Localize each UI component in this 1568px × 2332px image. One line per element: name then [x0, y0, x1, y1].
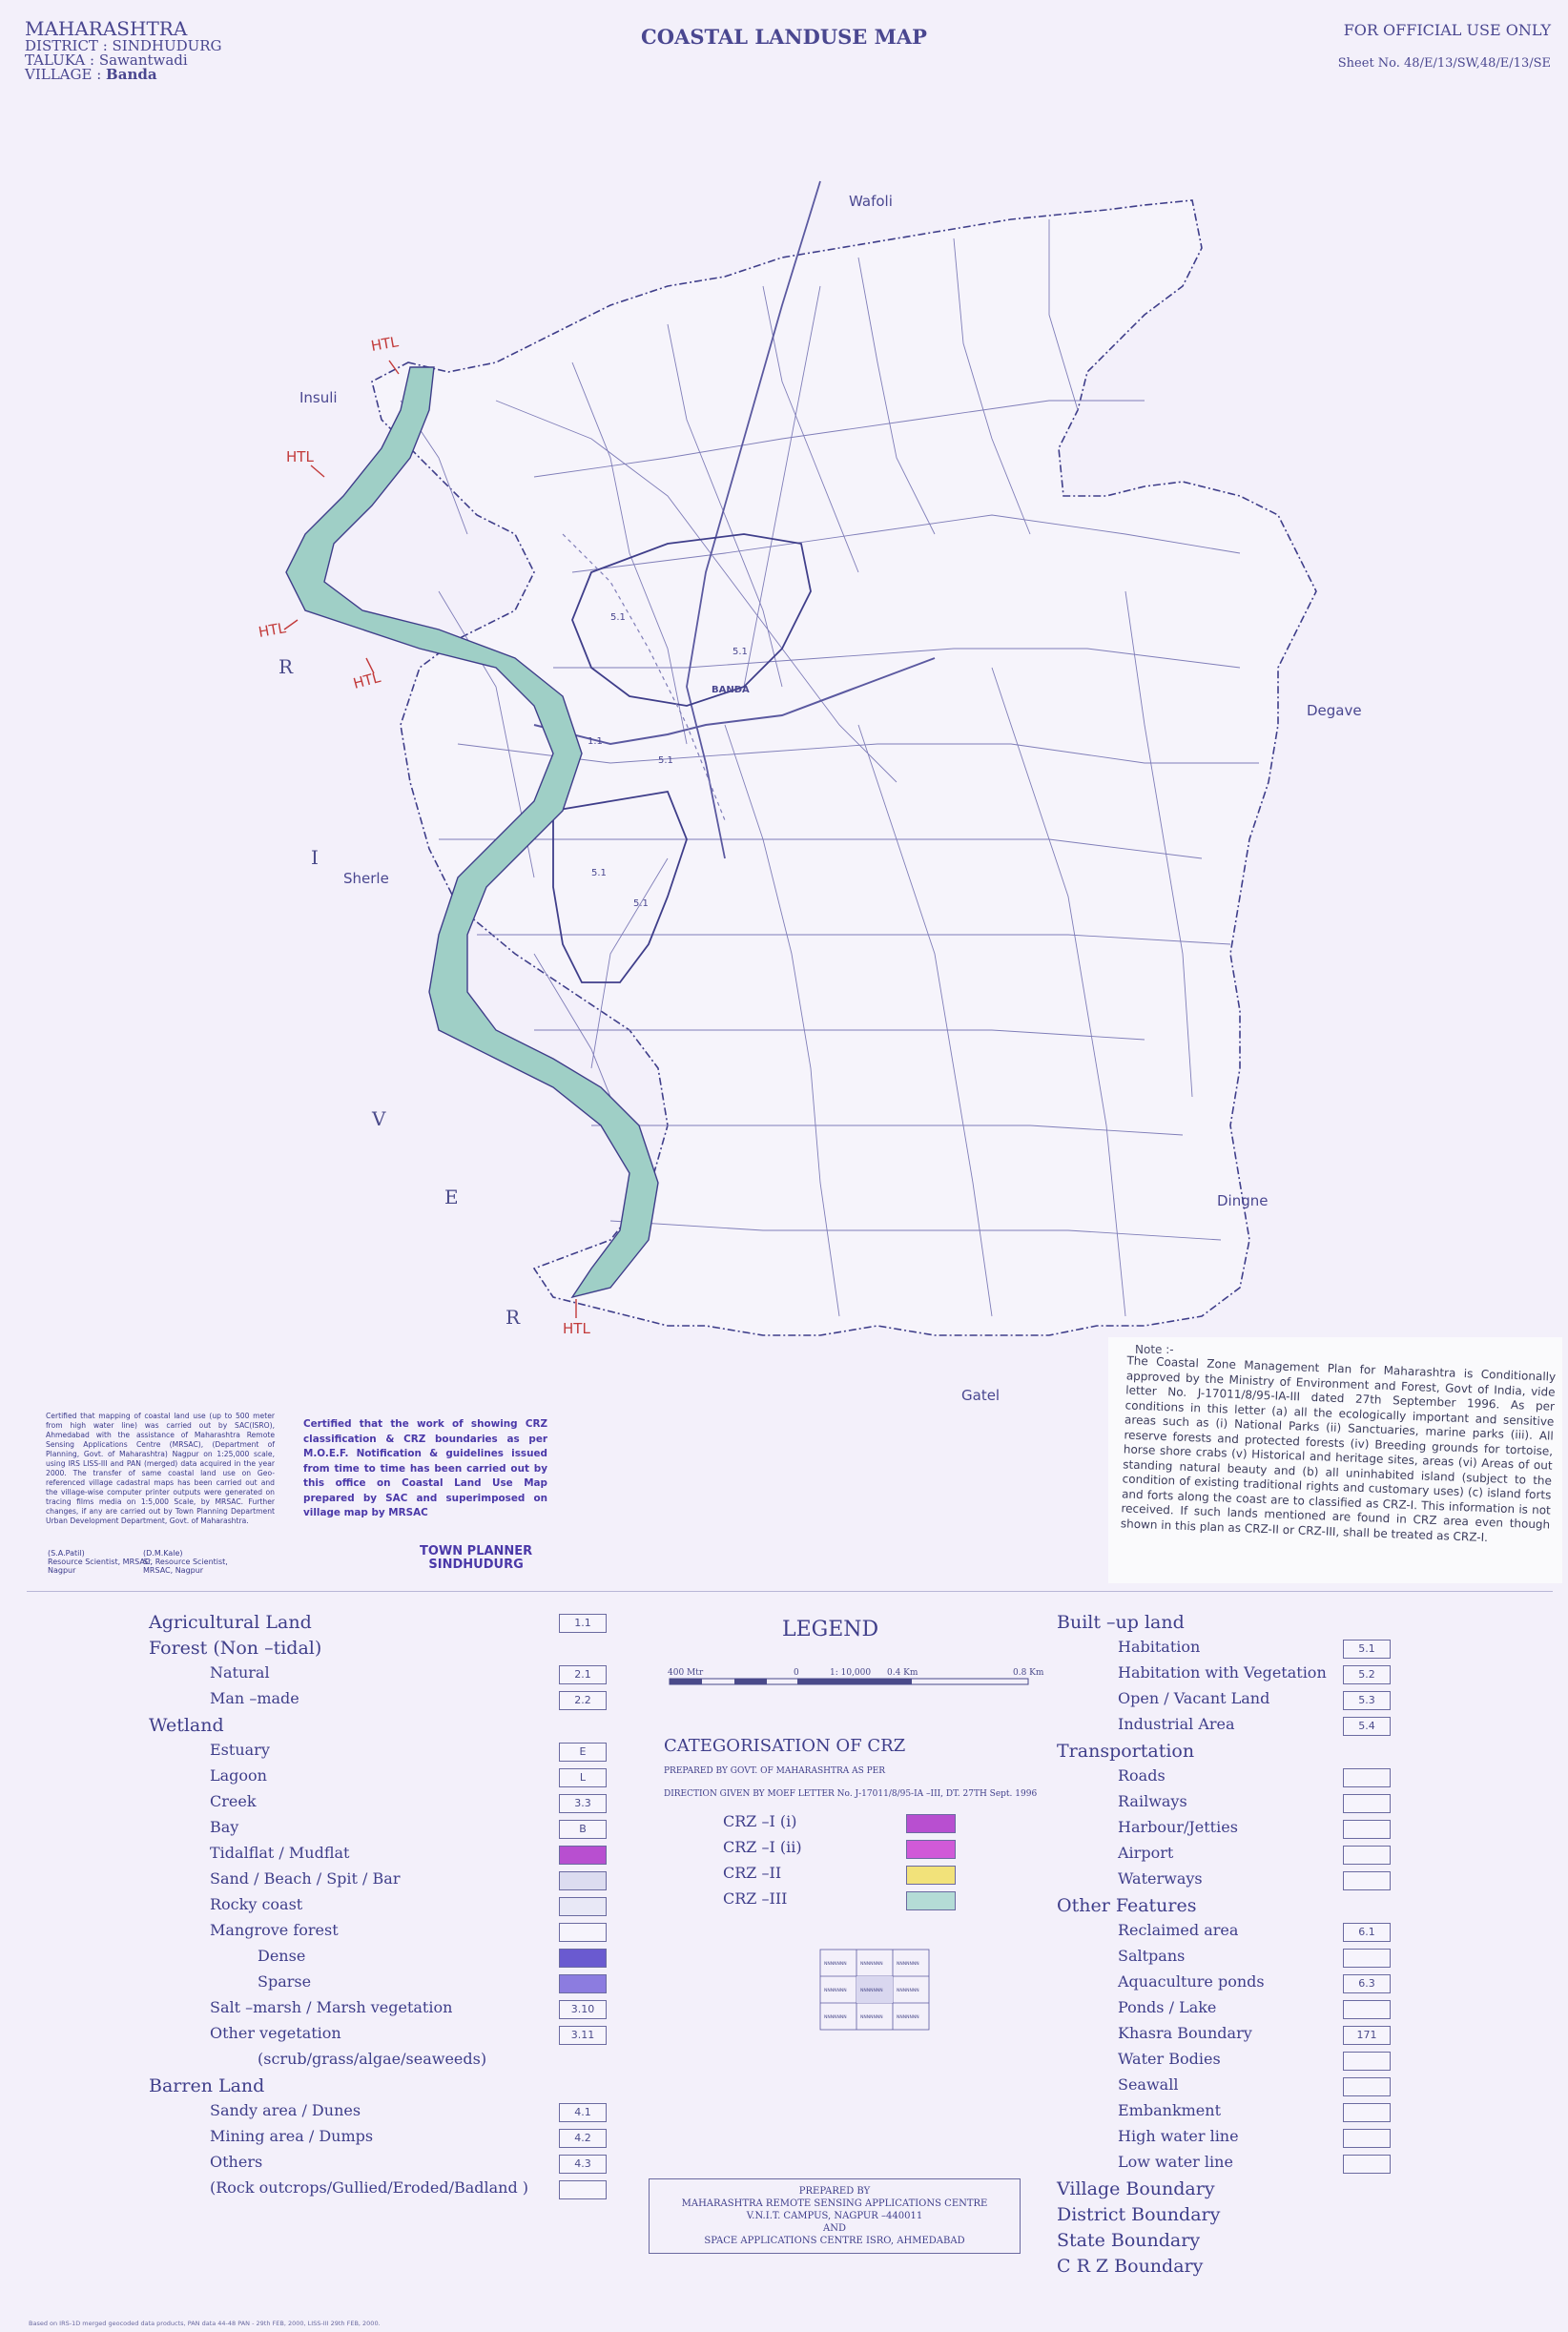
legend-swatch [559, 1846, 607, 1865]
district-name: DISTRICT : SINDHUDURG [25, 37, 222, 54]
legend-item: Sandy area / Dunes [210, 2101, 361, 2119]
stamp-line2: SINDHUDURG [428, 1558, 524, 1572]
legend-swatch [1343, 1820, 1391, 1839]
legend-item: Reclaimed area [1118, 1921, 1239, 1939]
sheet-number: Sheet No. 48/E/13/SW,48/E/13/SE [1337, 56, 1551, 71]
legend-item: Built –up land [1057, 1612, 1185, 1633]
crz-prepared-line1: PREPARED BY GOVT. OF MAHARASHTRA AS PER [664, 1766, 886, 1776]
legend-item: Barren Land [149, 2075, 265, 2096]
zone-code-label: 1.1 [588, 736, 603, 747]
place-wafoli: Wafoli [849, 193, 893, 210]
crz-prepared-line2: DIRECTION GIVEN BY MOEF LETTER No. J-17011/8/95-IA –III, DT. 27TH Sept. 1996 [664, 1789, 1038, 1799]
legend-swatch [1343, 1768, 1391, 1787]
htl-label: HTL [286, 448, 314, 465]
legend-swatch: 3.11 [559, 2026, 607, 2045]
sig2-role: Sr. Resource Scientist, MRSAC, Nagpur [143, 1558, 228, 1575]
legend-item: Mining area / Dumps [210, 2127, 374, 2145]
legend-item: Sparse [258, 1972, 312, 1991]
place-sherle: Sherle [343, 870, 389, 887]
legend-item: Other vegetation [210, 2024, 341, 2042]
legend-swatch [559, 1974, 607, 1993]
legend-swatch [559, 1949, 607, 1968]
legend-swatch [1343, 2129, 1391, 2148]
legend-swatch: 171 [1343, 2026, 1391, 2045]
place-dingne: Dingne [1217, 1192, 1269, 1209]
legend-swatch: 3.3 [559, 1794, 607, 1813]
legend-swatch: 1.1 [559, 1614, 607, 1633]
river-letter: I [311, 846, 319, 869]
htl-label: HTL [369, 333, 401, 355]
map-legend-divider [27, 1591, 1553, 1592]
town-planner-stamp [420, 1545, 532, 1572]
village-boundary [369, 200, 1316, 1335]
legend-swatch [559, 1871, 607, 1890]
htl-label: HTL [563, 1320, 590, 1337]
legend-item: (scrub/grass/algae/seaweeds) [258, 2050, 487, 2068]
legend-item: Embankment [1118, 2101, 1222, 2119]
crz-legend-item: CRZ –I (i) [723, 1812, 797, 1830]
place-insuli: Insuli [299, 389, 338, 406]
grid-cell-label: NNNNNNN [897, 2015, 919, 2020]
legend-item: Bay [210, 1818, 239, 1836]
legend-item: Harbour/Jetties [1118, 1818, 1238, 1836]
scale-label: 1: 10,000 [830, 1668, 872, 1678]
crz-legend-swatch [906, 1840, 956, 1859]
prepared-by-box [649, 2178, 1021, 2254]
legend-item: Other Features [1057, 1895, 1197, 1916]
village-name: Banda [106, 66, 157, 83]
river-letter: V [372, 1107, 386, 1130]
grid-cell-label: NNNNNNN [897, 1962, 919, 1967]
legend-item: Roads [1118, 1766, 1166, 1785]
grid-cell-label: NNNNNNN [860, 1989, 883, 1993]
legend-item: Khasra Boundary [1118, 2024, 1252, 2042]
sig1-name: (S.A.Patil) [48, 1549, 85, 1558]
data-source-footer: Based on IRS-1D merged geocoded data products, PAN data 44-48 PAN - 29th FEB, 2000, LISS-III 29th FEB, 2000. [29, 2320, 381, 2327]
legend-swatch: 5.4 [1343, 1717, 1391, 1736]
scale-label: 0.4 Km [887, 1668, 918, 1678]
legend-item: Saltpans [1118, 1947, 1186, 1965]
river-letter: E [444, 1186, 459, 1208]
legend-swatch: 2.2 [559, 1691, 607, 1710]
scale-label: 0 [794, 1668, 799, 1678]
map-title: COASTAL LANDUSE MAP [641, 25, 927, 49]
legend-item: Forest (Non –tidal) [149, 1638, 322, 1659]
legend-item: Sand / Beach / Spit / Bar [210, 1869, 401, 1888]
legend-item: (Rock outcrops/Gullied/Eroded/Badland ) [210, 2178, 529, 2197]
crz-legend-item: CRZ –II [723, 1864, 782, 1882]
legend-item: Others [210, 2153, 263, 2171]
prepared-by-line: PREPARED BY [798, 2186, 871, 2197]
crz-legend-swatch [906, 1866, 956, 1885]
legend-item: Industrial Area [1118, 1715, 1235, 1733]
legend-swatch [1343, 1871, 1391, 1890]
legend-item: District Boundary [1057, 2204, 1221, 2225]
legend-item: Rocky coast [210, 1895, 303, 1913]
legend-item: Transportation [1057, 1741, 1195, 1762]
legend-swatch [1343, 2103, 1391, 2122]
legend-item: Water Bodies [1118, 2050, 1221, 2068]
legend-item: High water line [1118, 2127, 1239, 2145]
grid-index [820, 1950, 929, 2030]
taluka-name: TALUKA : Sawantwadi [25, 52, 188, 69]
prepared-by-line: MAHARASHTRA REMOTE SENSING APPLICATIONS CENTRE [681, 2198, 988, 2209]
legend-swatch: 5.2 [1343, 1665, 1391, 1684]
legend-swatch: 5.3 [1343, 1691, 1391, 1710]
crz-legend-item: CRZ –I (ii) [723, 1838, 802, 1856]
legend-item: Man –made [210, 1689, 299, 1707]
legend-item: Village Boundary [1057, 2178, 1215, 2199]
legend-item: Habitation with Vegetation [1118, 1663, 1327, 1682]
crz-legend-item: CRZ –III [723, 1889, 788, 1908]
legend-item: State Boundary [1057, 2230, 1201, 2251]
crz-legend-swatch [906, 1814, 956, 1833]
legend-item: Dense [258, 1947, 306, 1965]
legend-item: Creek [210, 1792, 257, 1810]
prepared-by-line: SPACE APPLICATIONS CENTRE ISRO, AHMEDABAD [704, 2236, 965, 2246]
grid-cell-label: NNNNNNN [860, 2015, 883, 2020]
stamp-line1: TOWN PLANNER [420, 1544, 533, 1558]
legend-item: Low water line [1118, 2153, 1233, 2171]
legend-item: Lagoon [210, 1766, 267, 1785]
place-gatel: Gatel [961, 1387, 1001, 1404]
legend-item: Waterways [1118, 1869, 1203, 1888]
legend-swatch: 2.1 [559, 1665, 607, 1684]
legend-swatch: 3.10 [559, 2000, 607, 2019]
grid-cell-label: NNNNNNN [824, 1989, 847, 1993]
river-letter: R [505, 1306, 521, 1329]
legend-swatch: 4.3 [559, 2155, 607, 2174]
htl-label: HTL [257, 619, 288, 641]
prepared-by-line: AND [823, 2223, 846, 2234]
legend-swatch [1343, 1794, 1391, 1813]
note-text: The Coastal Zone Management Plan for Maharashtra is Conditionally approved by the Ministry of Environment and Forest, Govt of India, vide letter No. J-17011/8/95-IA-III dated 27th September 1996. As per conditions in this letter (a) all the ecologically important and sensitive areas such as (i) National Parks (ii) Sanctuaries, marine parks (iii). All reserve forests and protected forests (iv) Breeding grounds for tortoise, horse shore crabs (v) Historical and heritage sites, areas (vi) Areas of out standing natural beauty and (b) all uninhabited island (subject to the condition of existing traditional rights and customary uses) (c) island forts and forts along the coast are to classified as CRZ-I. This information is not received. If such lands mentioned are found in CRZ area even though shown in this plan as CRZ-II or CRZ-III, shall be treated as CRZ-I. [1120, 1353, 1557, 1544]
sig1-role: Resource Scientist, MRSAC, Nagpur [48, 1558, 153, 1575]
signature-1 [48, 1549, 153, 1575]
legend-swatch [1343, 1846, 1391, 1865]
legend-swatch: 6.3 [1343, 1974, 1391, 1993]
legend-swatch [559, 1897, 607, 1916]
scale-label: 400 Mtr [668, 1668, 704, 1678]
legend-swatch [1343, 2000, 1391, 2019]
legend-item: Natural [210, 1663, 270, 1682]
legend-swatch: L [559, 1768, 607, 1787]
crz-legend-swatch [906, 1891, 956, 1910]
legend-item: C R Z Boundary [1057, 2256, 1204, 2277]
grid-cell-label: NNNNNNN [824, 2015, 847, 2020]
prepared-by-line: V.N.I.T. CAMPUS, NAGPUR –440011 [746, 2211, 923, 2221]
legend-item: Wetland [149, 1715, 224, 1736]
zone-code-label: 5.1 [633, 898, 649, 909]
legend-swatch [1343, 1949, 1391, 1968]
official-use-label: FOR OFFICIAL USE ONLY [1343, 21, 1551, 39]
sig2-name: (D.M.Kale) [143, 1549, 183, 1558]
certificate-sac: Certified that mapping of coastal land use (up to 500 meter from high water line) was carried out by SAC(ISRO), Ahmedabad with the assistance of Maharashtra Remote Sensing Applications Centre (MRSAC), (Department of Planning, Govt. of Maharashtra) Nagpur on 1:25,000 scale, using IRS LISS-III and PAN (merged) data acquired in the year 2000. The transfer of same coastal land use on Geo-referenced village cadastral maps has been carried out and the village-wise computer printer outputs were generated on tracing films media on 1:5,000 Scale, by MRSAC. Further changes, if any are carried out by Town Planning Department Urban Development Department, Govt. of Maharashtra. [46, 1412, 275, 1525]
legend-item: Open / Vacant Land [1118, 1689, 1270, 1707]
legend-swatch: B [559, 1820, 607, 1839]
legend-swatch: 4.2 [559, 2129, 607, 2148]
crz-title: CATEGORISATION OF CRZ [664, 1736, 906, 1756]
state-name: MAHARASHTRA [25, 17, 188, 40]
legend-item: Agricultural Land [149, 1612, 312, 1633]
zone-code-label: 5.1 [610, 612, 626, 623]
legend-item: Aquaculture ponds [1118, 1972, 1265, 1991]
legend-swatch [559, 2180, 607, 2199]
legend-item: Salt –marsh / Marsh vegetation [210, 1998, 453, 2016]
legend-swatch [1343, 2155, 1391, 2174]
scale-bar [668, 1665, 1044, 1703]
legend-swatch: E [559, 1743, 607, 1762]
legend-title: LEGEND [782, 1618, 879, 1641]
river-letter: R [279, 655, 294, 678]
legend-swatch: 4.1 [559, 2103, 607, 2122]
place-banda: BANDA [712, 685, 750, 695]
legend-swatch [1343, 2052, 1391, 2071]
legend-item: Railways [1118, 1792, 1187, 1810]
legend-swatch [559, 1923, 607, 1942]
place-degave: Degave [1307, 702, 1362, 719]
legend-swatch: 5.1 [1343, 1640, 1391, 1659]
village-prefix: VILLAGE : [25, 66, 107, 83]
legend-item: Habitation [1118, 1638, 1201, 1656]
legend-item: Airport [1118, 1844, 1174, 1862]
certificate-town-planner: Certified that the work of showing CRZ classification & CRZ boundaries as per M.O.E.F. Notification & guidelines issued from time to time has been carried out by this office on Coastal Land Use Map prepared by SAC and superimposed on village map by MRSAC [303, 1418, 547, 1518]
legend-item: Seawall [1118, 2075, 1179, 2094]
zone-code-label: 5.1 [591, 868, 607, 878]
zone-code-label: 5.1 [732, 647, 748, 657]
legend-item: Estuary [210, 1741, 270, 1759]
note-box [1108, 1337, 1562, 1583]
scale-label: 0.8 Km [1013, 1668, 1044, 1678]
grid-cell-label: NNNNNNN [897, 1989, 919, 1993]
grid-cell-label: NNNNNNN [824, 1962, 847, 1967]
signature-2 [143, 1549, 248, 1575]
legend-item: Tidalflat / Mudflat [210, 1844, 350, 1862]
legend-item: Mangrove forest [210, 1921, 339, 1939]
legend-swatch [1343, 2077, 1391, 2096]
htl-label: HTL [351, 669, 382, 692]
zone-code-label: 5.1 [658, 755, 673, 766]
legend-swatch: 6.1 [1343, 1923, 1391, 1942]
grid-cell-label: NNNNNNN [860, 1962, 883, 1967]
legend-item: Ponds / Lake [1118, 1998, 1217, 2016]
note-title: Note :- [1135, 1343, 1174, 1356]
